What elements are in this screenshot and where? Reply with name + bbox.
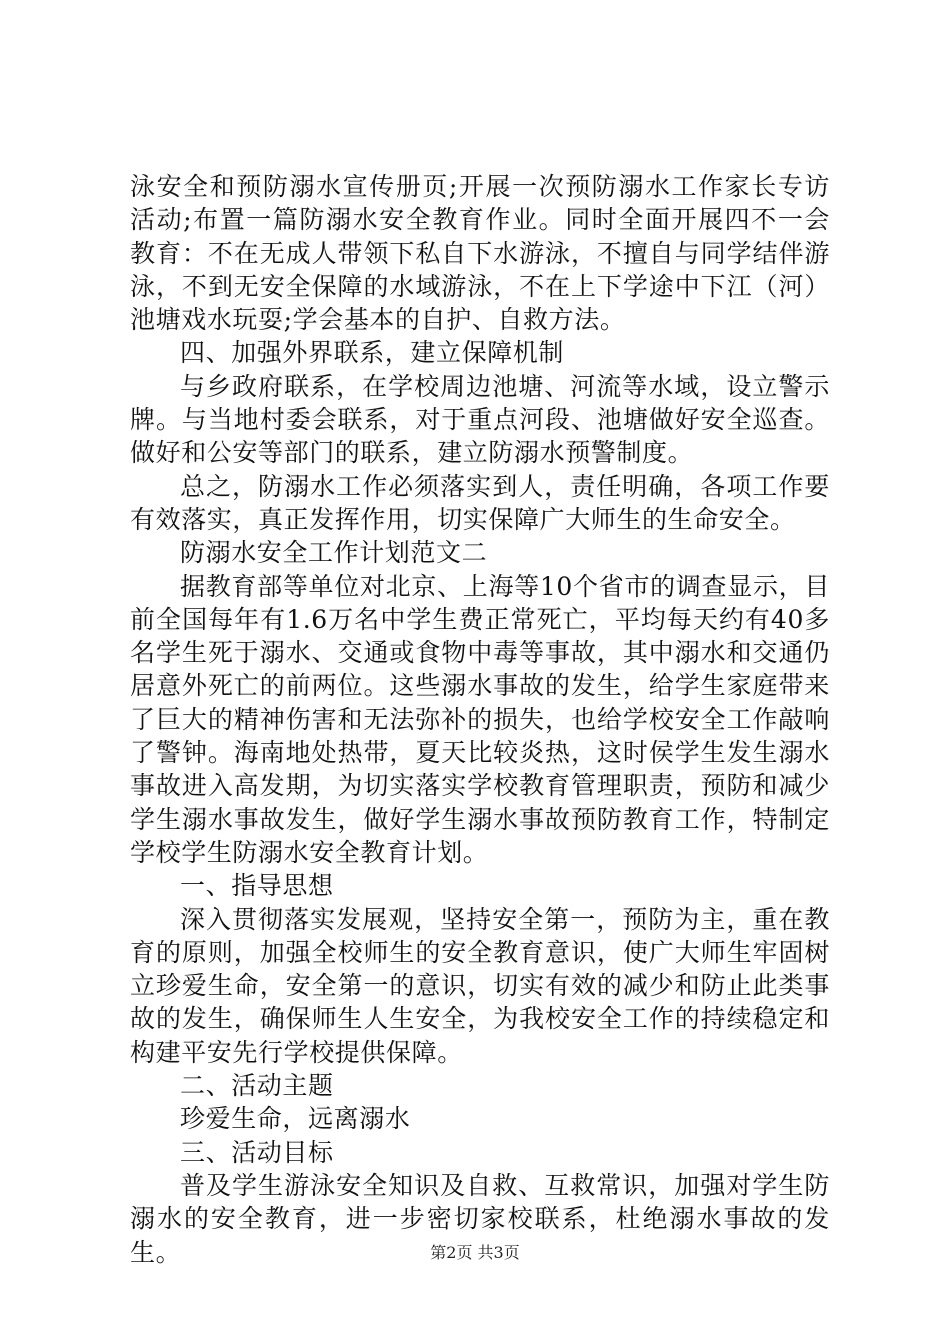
- section-heading: 四、加强外界联系，建立保障机制: [180, 338, 565, 368]
- section-heading: 三、活动目标: [180, 1137, 334, 1167]
- paragraph: 珍爱生命，远离溺水: [180, 1104, 411, 1134]
- paragraph: 普及学生游泳安全知识及自救、互救常识，加强对学生防溺水的安全教育，进一步密切家校联系，杜绝溺水事故的发生。: [130, 1170, 830, 1267]
- paragraph: 据教育部等单位对北京、上海等10个省市的调查显示，目前全国每年有1.6万名中学生费正常死亡，平均每天约有40多名学生死于溺水、交通或食物中毒等事故，其中溺水和交通仍居意外死亡的前两位。这些溺水事故的发生，给学生家庭带来了巨大的精神伤害和无法弥补的损失，也给学校安全工作敲响了警钟。海南地处热带，夏天比较炎热，这时侯学生发生溺水事故进入高发期，为切实落实学校教育管理职责，预防和减少学生溺水事故发生，做好学生溺水事故预防教育工作，特制定学校学生防溺水安全教育计划。: [130, 571, 830, 867]
- paragraph: 深入贯彻落实发展观，坚持安全第一，预防为主，重在教育的原则，加强全校师生的安全教育意识，使广大师生牢固树立珍爱生命，安全第一的意识，切实有效的减少和防止此类事故的发生，确保师生人生安全，为我校安全工作的持续稳定和构建平安先行学校提供保障。: [130, 904, 830, 1067]
- section-heading: 二、活动主题: [180, 1071, 334, 1101]
- document-body: [130, 170, 830, 1269]
- paragraph: 总之，防溺水工作必须落实到人，责任明确，各项工作要有效落实，真正发挥作用，切实保障广大师生的生命安全。: [130, 471, 830, 534]
- document-subtitle: 防溺水安全工作计划范文二: [180, 538, 488, 568]
- page-number-footer: 第2页 共3页: [430, 1243, 520, 1262]
- section-heading: 一、指导思想: [180, 871, 334, 901]
- paragraph: 泳安全和预防溺水宣传册页;开展一次预防溺水工作家长专访活动;布置一篇防溺水安全教育作业。同时全面开展四不一会教育：不在无成人带领下私自下水游泳，不擅自与同学结伴游泳，不到无安全保障的水域游泳，不在上下学途中下江（河）池塘戏水玩耍;学会基本的自护、自救方法。: [130, 172, 830, 335]
- paragraph: 与乡政府联系，在学校周边池塘、河流等水域，设立警示牌。与当地村委会联系，对于重点河段、池塘做好安全巡查。做好和公安等部门的联系，建立防溺水预警制度。: [130, 371, 830, 468]
